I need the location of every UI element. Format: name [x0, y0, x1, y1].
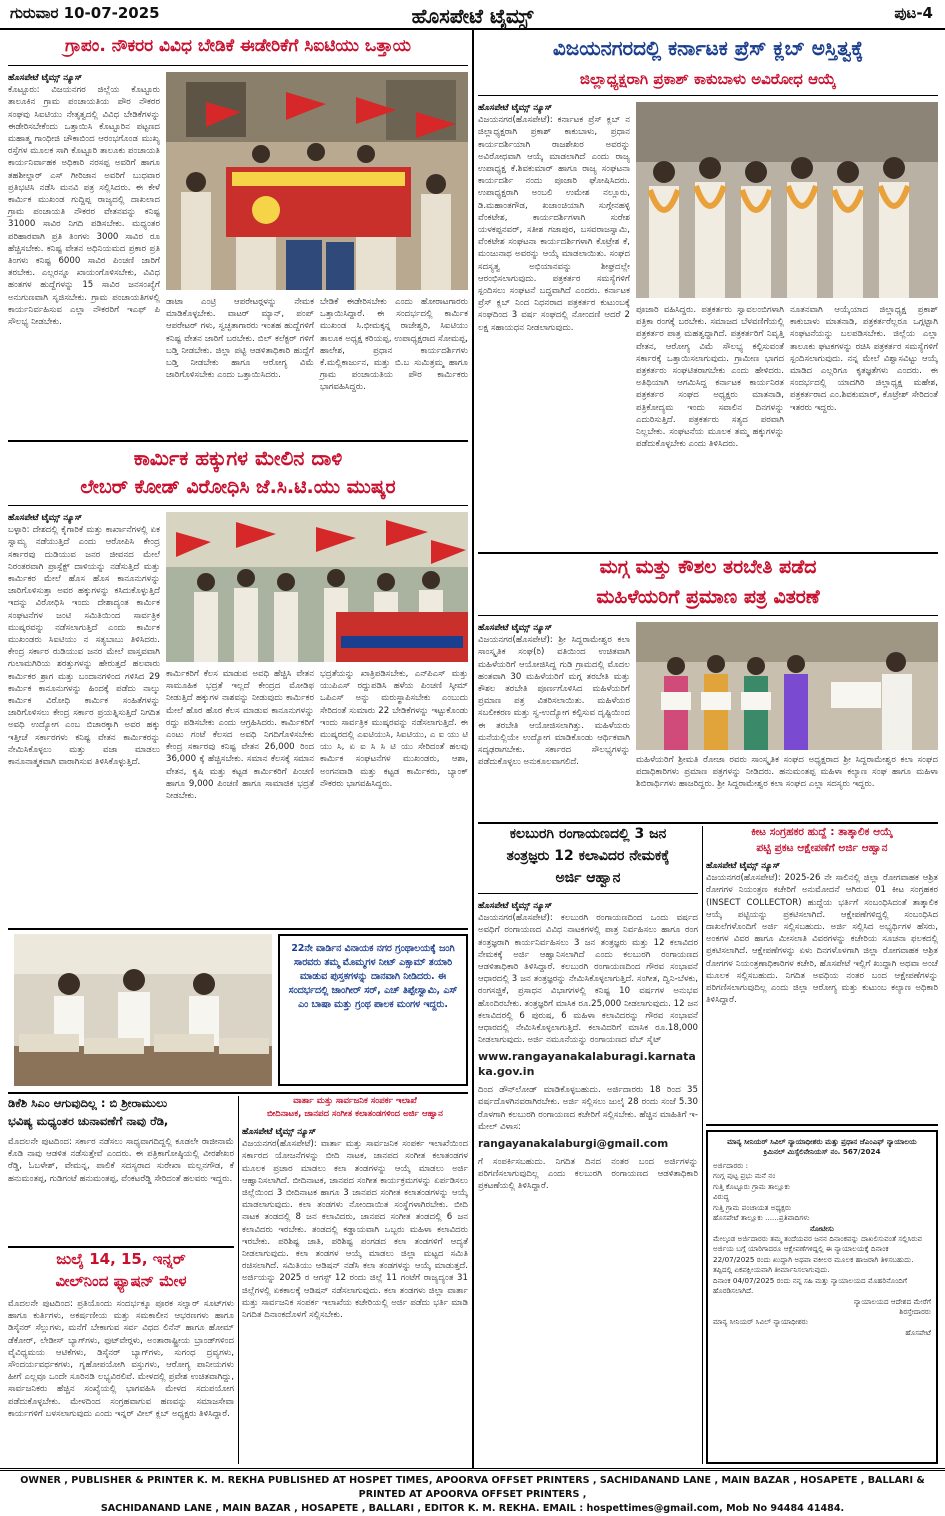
library-donation-photo [14, 934, 272, 1086]
article-text: ಮೊದಲನೇ ಪುಟದಿಂದ: ಸರ್ಕಾರ ನಡೆಸಲು ಸಾಧ್ಯವಾಗದಿದ್ದಲ್ಲಿ ಕೂಡಲೇ ರಾಜೀನಾಮೆ ಕೊಡಿ ನಾವು ಆಡಳಿತ ನಡೆಸುತ್ತೇವೆ ಎಂದರು. ಈ ಪತ್ರಿಕಾಗೋಷ್ಠಿಯಲ್ಲಿ ವೀರಶೇಖರ ರೆಡ್ಡಿ, ಓಬಳೇಶ್, ವೇಮನ್ನ, ಪಾಲಿಕೆ ಸದಸ್ಯರಾದ ಸುರೇಖಾ ಮಲ್ಲನಗೌಡ, ಕೆ ಹನುಮಂತಪ್ಪ, ಗುಡಿಗಂಟೆ ಹನುಮಂತಪ್ಪ, ವೆಂಕಟರೆಡ್ಡಿ ಸೇರಿದಂತೆ ಹಲವರು ಇದ್ದರು. [8, 1137, 234, 1184]
headline: ಕಲಬುರಗಿ ರಂಗಾಯಣದಲ್ಲಿ 3 ಜನ [509, 826, 667, 842]
article-column [320, 668, 468, 926]
subheadline: ಲೇಬರ್ ಕೋಡ್ ವಿರೋಧಿಸಿ ಜೆ.ಸಿ.ಟಿ.ಯು ಮುಷ್ಕರ [8, 476, 468, 506]
subheadline: ಬೀದಿನಾಟಕ, ಜಾನಪದ ಸಂಗೀತ ಕಲಾತಂಡಗಳಿಂದ ಅರ್ಜಿ ಆಹ್ವಾನ [267, 1109, 443, 1119]
imprint-footer [0, 1468, 945, 1514]
notice-line: ಗುತ್ತಿ ಕೊಟ್ಟೂರು ಗ್ರಾಮ ತಾಲ್ಲೂಕು [713, 1181, 790, 1191]
column-divider [472, 30, 474, 1468]
article-column [166, 668, 314, 926]
article-text: ನೂತನವಾಗಿ ಆಯ್ಕೆಯಾದ ಜಿಲ್ಲಾಧ್ಯಕ್ಷ ಪ್ರಕಾಶ್ ಕಾಕುಬಾಳು ಮಾತನಾಡಿ, ಪತ್ರಕರ್ತರೆಲ್ಲರೂ ಒಗ್ಗಟ್ಟಾಗಿ ಸಂಘಟನೆಯನ್ನು ಬಲಪಡಿಸಬೇಕು. ಜಿಲ್ಲೆಯ ಎಲ್ಲಾ ತಾಲೂಕು ಘಟಕಗಳನ್ನು ರಚಿಸಿ ಪತ್ರಕರ್ತರ ಸಮಸ್ಯೆಗಳಿಗೆ ಸ್ಪಂದಿಸಲಾಗುವುದು. ನನ್ನ ಮೇಲೆ ವಿಶ್ವಾಸವಿಟ್ಟು ಆಯ್ಕೆ ಮಾಡಿದ ಎಲ್ಲರಿಗೂ ಕೃತಜ್ಞತೆಗಳು ಎಂದರು. ಈ ಸಂದರ್ಭದಲ್ಲಿ ಯಾದಗಿರಿ ಜಿಲ್ಲಾಧ್ಯಕ್ಷ ಮಹೇಶ, ಪತ್ರಕರ್ತರಾದ ಎಂ.ಶಿವಕುಮಾರ್, ಕೊಟ್ರೇಶ್ ಸೇರಿದಂತೆ ಇತರರು ಇದ್ದರು. [790, 305, 938, 413]
section-rule [8, 928, 468, 930]
byline: ಹೊಸಪೇಟೆ ಟೈಮ್ಸ್ ನ್ಯೂಸ್ [478, 901, 553, 911]
section-rule [8, 1246, 234, 1248]
story-info-department [242, 1096, 468, 1464]
byline: ಹೊಸಪೇಟೆ ಟೈಮ್ಸ್ ನ್ಯೂಸ್ [8, 73, 83, 83]
section-rule [8, 440, 468, 442]
subheadline: ವೀಲ್‍ನಿಂದ ಫ್ಯಾಷನ್ ಮೇಳ [55, 1272, 187, 1290]
article-column [8, 512, 160, 926]
library-caption-box [278, 934, 468, 1086]
imprint-line: OWNER , PUBLISHER & PRINTER K. M. REKHA PUBLISHED AT HOSPET TIMES, APOORVA OFFSET PRINTERS , SACHIDANAND LANE , MAIN BAZAR , HOSAPETE , BALLARI & PRINTED AT APOORVA OFFSET PRINTERS , [20, 1475, 925, 1500]
paper-title: ಹೊಸಪೇಟೆ ಟೈಮ್ಸ್ [411, 4, 534, 28]
article-column [790, 304, 938, 548]
article-text: ಮಹಿಳೆಯರಿಗೆ ಶ್ರೀಮತಿ ರೋಜಾ ರವರು ಸಾಂಸ್ಕೃತಿಕ ಸಂಘದ ಅಧ್ಯಕ್ಷರಾದ ಶ್ರೀ ಸಿದ್ದರಾಮೇಶ್ವರ ಕಲಾ ಸಂಘದ ಪದಾಧಿಕಾರಿಗಳು ಪ್ರಮಾಣ ಪತ್ರಗಳನ್ನು ನೀಡಿದರು. ಹನುಮಂತಪ್ಪ ಮಹಿಳಾ ಕಲ್ಯಾಣ ಸಂಘ ಹಾಗೂ ಮಹಿಳಾ ಶಿಬಿರಾರ್ಥಿಗಳು ಹಾಜರಿದ್ದರು. ಶ್ರೀ ಸಿದ್ದರಾಮೇಶ್ವರ ಕಲಾ ಸಂಘದ ಎಲ್ಲಾ ಸದಸ್ಯರು ಇದ್ದರು. [636, 755, 938, 790]
section-rule [478, 822, 938, 824]
article-text: ಬೇಡಿಕೆ ಈಡೇರಿಸಬೇಕು ಎಂದು ಹೋರಾಟಗಾರರು ಒತ್ತಾಯಿಸಿದ್ದಾರೆ. ಈ ಸಂದರ್ಭದಲ್ಲಿ ಕಾರ್ಮಿಕ ಮುಖಂಡ ಸಿ.ಭೀಮಕ್ಕನ್ನ ರಾಜೇಶ್ವರಿ, ಸಿಐಟಿಯು ತಾಲೂಕ ಅಧ್ಯಕ್ಷ ಕರಿಯಪ್ಪ, ಉಪಾಧ್ಯಕ್ಷರಾದ ಸೋಮಪ್ಪ, ಹಾಲೇಶ, ಪ್ರಧಾನ ಕಾರ್ಯದರ್ಶಿಗಳು ಕೆ.ಮಲ್ಲಿಕಾರ್ಜುನ, ಮತ್ತು ಬಿ.ಬ ಸುಮಿತ್ರಮ್ಮ ಹಾಗೂ ಗ್ರಾಮ ಪಂಚಾಯತಿಯ ಪೌರ ಕಾರ್ಮಿಕರು ಭಾಗವಹಿಸಿದ್ದರು. [320, 297, 468, 393]
article-column [706, 860, 938, 1122]
subheadline: ಪಟ್ಟಿ ಪ್ರಕಟ ಆಕ್ಷೇಪಣೆಗೆ ಅರ್ಜಿ ಆಹ್ವಾನ [756, 842, 888, 854]
article-column [320, 296, 468, 434]
byline: ಹೊಸಪೇಟೆ ಟೈಮ್ಸ್ ನ್ಯೂಸ್ [242, 1127, 317, 1137]
court-notice [706, 1130, 938, 1464]
article-text: ವಿಜಯನಗರ(ಹೊಸಪೇಟೆ): ಶ್ರೀ ಸಿದ್ದರಾಮೇಶ್ವರ ಕಲಾ ಸಾಂಸ್ಕೃತಿಕ ಸಂಘ(ರಿ) ವತಿಯಿಂದ ಉಚಿತವಾಗಿ ಮಹಿಳೆಯರಿಗೆ ಆಯೋಜಿಸಿದ್ದ ಗುಡಿ ಗ್ರಾಮದಲ್ಲಿ ಮೊದಲ ಹಂತವಾಗಿ 30 ಮಹಿಳೆಯರಿಗೆ ಮಗ್ಗ ತರಬೇತಿ ಮತ್ತು ಕೌಶಲ ತರಬೇತಿ ಪೂರ್ಣಗೊಳಿಸಿದ ಮಹಿಳೆಯರಿಗೆ ಪ್ರಮಾಣ ಪತ್ರ ವಿತರಿಸಲಾಯಿತು. ಮಹಿಳೆಯರ ಸಬಲೀಕರಣ ಮತ್ತು ಸ್ವ-ಉದ್ಯೋಗ ಕಲ್ಪಿಸುವ ದೃಷ್ಟಿಯಿಂದ ಈ ತರಬೇತಿ ಆಯೋಜಿಸಲಾಗಿತ್ತು. ಮಹಿಳೆಯರು ಮನೆಯಲ್ಲಿಯೇ ಉದ್ಯೋಗ ಮಾಡಿಕೊಂಡು ಆರ್ಥಿಕವಾಗಿ ಸದೃಢರಾಗಬೇಕು. ಸರ್ಕಾರದ ಸೌಲಭ್ಯಗಳನ್ನು ಪಡೆದುಕೊಳ್ಳಲು ಅನುಕೂಲವಾಗಲಿದೆ. [478, 635, 630, 768]
notice-line: ಮೇಲ್ಕಂಡ ಅರ್ಜಿದಾರರು ತಮ್ಮ ತಂದೆಯವರ ಜನನ ದಿನಾಂಕವನ್ನು ದಾಖಲಿಸುವಂತೆ ಸಲ್ಲಿಸಿರುವ ಅರ್ಜಿಯ ಬಗ್ಗೆ ಯಾರಿಗಾದರೂ ಆಕ್ಷೇಪಣೆಗಳಿದ್ದಲ್ಲಿ ಈ ನ್ಯಾಯಾಲಯಕ್ಕೆ ದಿನಾಂಕ 22/07/2025 ರಂದು ಖುದ್ದಾಗಿ ಅಥವಾ ವಕೀಲರ ಮೂಲಕ ಹಾಜರಾಗಿ ತಿಳಿಸಬಹುದು. ತಪ್ಪಿದಲ್ಲಿ ಏಕಪಕ್ಷೀಯವಾಗಿ ತೀರ್ಮಾನಿಸಲಾಗುವುದು. [713, 1233, 923, 1275]
headline: ಕೀಟ ಸಂಗ್ರಹಕರ ಹುದ್ದೆ : ತಾತ್ಕಾಲಿಕ ಆಯ್ಕೆ [751, 826, 893, 838]
story-gram-panchayat [8, 36, 468, 436]
subheadline: ಮಹಿಳೆಯರಿಗೆ ಪ್ರಮಾಣ ಪತ್ರ ವಿತರಣೆ [478, 586, 938, 616]
article-text: ವಿಜಯನಗರ(ಹೊಸಪೇಟೆ): ಕರ್ನಾಟಕ ಪ್ರೆಸ್ ಕ್ಲಬ್ ನ ಜಿಲ್ಲಾಧ್ಯಕ್ಷರಾಗಿ ಪ್ರಕಾಶ್ ಕಾಕುಬಾಳು, ಪ್ರಧಾನ ಕಾರ್ಯದರ್ಶಿಯಾಗಿ ರಾಜಶೇಖರ ಅವರನ್ನು ಅವಿರೋಧವಾಗಿ ಆಯ್ಕೆ ಮಾಡಲಾಗಿದೆ ಎಂದು ರಾಜ್ಯ ಉಪಾಧ್ಯಕ್ಷ ಕೆ.ಶಿವಕುಮಾರ್ ಹಾಗೂ ರಾಜ್ಯ ಸಂಘಟನಾ ಕಾರ್ಯದರ್ಶಿ ನಂದು ಪೂಜಾರಿ ಘೋಷಿಸಿದರು. ಉಪಾಧ್ಯಕ್ಷರಾಗಿ ಅಂಬಲಿ ಉಮೇಶ ನಲ್ಲೂರು, ಡಿ.ಮಹಾಂತಗೌಡ, ಖಜಾಂಚಿಯಾಗಿ ಸುಗ್ಗೇನಹಳ್ಳಿ ವೆಂಕಟೇಶ, ಕಾರ್ಯದರ್ಶಿಗಳಾಗಿ ಸುರೇಶ ಯಳಕಪ್ಪನವರ್, ಸತೀಶ ಗಜಾಪುರ, ಬಸವರಾಜಸ್ವಾಮಿ, ವೆಂಕಟೇಶ ಸಂಘಟನಾ ಕಾರ್ಯದರ್ಶಿಗಳಾಗಿ ಕೊಟ್ರೇಶ ಕೆ, ಮಂಜುನಾಥ ಅವರನ್ನು ಆಯ್ಕೆ ಮಾಡಲಾಯಿತು. ಸಂಘದ ಸದಸ್ಯತ್ವ ಅಭಿಯಾನವನ್ನು ಶೀಘ್ರದಲ್ಲೇ ಆರಂಭಿಸಲಾಗುವುದು. ಪತ್ರಕರ್ತರ ಸಮಸ್ಯೆಗಳಿಗೆ ಸ್ಪಂದಿಸಲು ಸಂಘಟನೆ ಬದ್ಧವಾಗಿದೆ ಎಂದರು. ಕರ್ನಾಟಕ ಪ್ರೆಸ್ ಕ್ಲಬ್ ನಿಂದ ನಿಧನರಾದ ಪತ್ರಕರ್ತರ ಕುಟುಂಬಕ್ಕೆ ಸಂಘದಿಂದ 3 ವರ್ಷ ಸಂಘದಲ್ಲಿ ನೋಂದಣಿ ಆದರೆ 2 ಲಕ್ಷ ಸಹಾಯಧನ ನೀಡಲಾಗುವುದು. [478, 115, 630, 333]
headline: ಮಗ್ಗ ಮತ್ತು ಕೌಶಲ ತರಬೇತಿ ಪಡೆದ [599, 556, 817, 578]
article-column [242, 1126, 468, 1464]
story-weaving-training [478, 556, 938, 820]
byline: ಹೊಸಪೇಟೆ ಟೈಮ್ಸ್ ನ್ಯೂಸ್ [8, 513, 83, 523]
article-text: ವಿಜಯನಗರ(ಹೊಸಪೇಟೆ): ವಾರ್ತಾ ಮತ್ತು ಸಾರ್ವಜನಿಕ ಸಂಪರ್ಕ ಇಲಾಖೆಯಿಂದ ಸರ್ಕಾರದ ಯೋಜನೆಗಳನ್ನು ಬೀದಿ ನಾಟಕ, ಜಾನಪದ ಸಂಗೀತ ಕಲಾತಂಡಗಳ ಮೂಲಕ ಪ್ರಚಾರ ಮಾಡಲು ಕಲಾ ತಂಡಗಳನ್ನು ಆಯ್ಕೆ ಮಾಡಲು ಅರ್ಜಿ ಆಹ್ವಾನಿಸಲಾಗಿದೆ. ಬೀದಿನಾಟಕ, ಜಾನಪದ ಸಂಗೀತ ಕಾರ್ಯಕ್ರಮಗಳನ್ನು ಏರ್ಪಡಿಸಲು ಜಿಲ್ಲೆಯಿಂದ 3 ಬೀದಿನಾಟಕ ಹಾಗೂ 3 ಜಾನಪದ ಸಂಗೀತ ಕಲಾತಂಡಗಳನ್ನು ಆಯ್ಕೆ ಮಾಡಲಾಗುವುದು. ಕಲಾ ತಂಡಗಳು ನೋಂದಾಯಿತ ಸಂಸ್ಥೆಗಳಾಗಿರಬೇಕು. ಬೀದಿ ನಾಟಕ ತಂಡದಲ್ಲಿ 8 ಜನ ಕಲಾವಿದರು, ಜಾನಪದ ಸಂಗೀತ ತಂಡದಲ್ಲಿ 6 ಜನ ಕಲಾವಿದರು ಇರಬೇಕು. ತಂಡದಲ್ಲಿ ಕಡ್ಡಾಯವಾಗಿ ಒಬ್ಬರು ಮಹಿಳಾ ಕಲಾವಿದರು ಇರಬೇಕು. ಪರಿಶಿಷ್ಟ ಜಾತಿ, ಪರಿಶಿಷ್ಟ ಪಂಗಡದ ಕಲಾ ತಂಡಗಳಿಗೆ ಆದ್ಯತೆ ನೀಡಲಾಗುವುದು. ಕಲಾ ತಂಡಗಳ ಆಯ್ಕೆ ಮಾಡಲು ಜಿಲ್ಲಾ ಮಟ್ಟದ ಸಮಿತಿ ರಚಿಸಲಾಗಿದೆ. ಸಮಿತಿಯು ಆಡಿಷನ್ ನಡೆಸಿ ಕಲಾ ತಂಡಗಳನ್ನು ಆಯ್ಕೆ ಮಾಡುತ್ತದೆ. ಅರ್ಜಿಯನ್ನು 2025 ರ ಆಗಸ್ಟ್ 12 ರಂದು ಜಿಲ್ಲೆ 11 ಗಂಟೆಗೆ ರಾಜ್ಯದ್ಯಂತ 31 ಜಿಲ್ಲೆಗಳಲ್ಲಿ ಏಕಕಾಲಕ್ಕೆ ಆಡಿಷನ್ ನಡೆಸಲಾಗುವುದು. ಕಲಾ ತಂಡಗಳು ಜಿಲ್ಲಾ ವಾರ್ತಾ ಮತ್ತು ಸಾರ್ವಜನಿಕ ಸಂಪರ್ಕ ಇಲಾಖೆಯ ಕಚೇರಿಯಲ್ಲಿ ಅರ್ಜಿ ಪಡೆದು ಭರ್ತಿ ಮಾಡಿ ನಿಗದಿತ ದಿನಾಂಕದೊಳಗೆ ಸಲ್ಲಿಸಬೇಕು. [242, 1139, 468, 1321]
notice-line: ಹೊಸಪೇಟೆ ತಾಲ್ಲೂಕು ......ಪ್ರತಿವಾದಿಗಳು [713, 1213, 810, 1223]
rally-photo [166, 512, 468, 662]
byline: ಹೊಸಪೇಟೆ ಟೈಮ್ಸ್ ನ್ಯೂಸ್ [706, 861, 781, 871]
article-column [166, 296, 314, 434]
page-number: ಪುಟ-4 [894, 4, 933, 22]
certificate-photo [636, 622, 938, 750]
article-text: ಭದ್ರತೆಯನ್ನು ಖಾತ್ರಿಪಡಿಸಬೇಕು, ಎನ್‍ಪಿಎಸ್ ಮತ್ತು ಯುಪಿಎಸ್ ರದ್ದುಪಡಿಸಿ ಹಳೆಯ ಪಿಂಚಣಿ ಸ್ಕೀಮ್ ಒಪಿಎಸ್ ಅನ್ನು ಮರುಸ್ಥಾಪಿಸಬೇಕು ಎಂಬುದು ಸೇರಿದಂತೆ ಸುಮಾರು 22 ಬೇಡಿಕೆಗಳನ್ನು ಇಟ್ಟುಕೊಂಡು ಇಂದು ಸಾರ್ವತ್ರಿಕ ಮುಷ್ಕರವನ್ನು ನಡೆಸಲಾಗುತ್ತಿದೆ. ಈ ಮುಷ್ಕರದಲ್ಲಿ ಎಐಟಿಯುಸಿ, ಸಿಐಟಿಯು, ಎ ಐ ಯು ಟಿ ಯು ಸಿ, ಏ ಐ ಸಿ ಸಿ ಟಿ ಯು ಸೇರಿದಂತೆ ಹಲವು ಕಾರ್ಮಿಕ ಸಂಘಟನೆಗಳ ಮುಖಂಡರು, ಆಶಾ, ಅಂಗನವಾಡಿ ಮತ್ತು ಕಟ್ಟಡ ಕಾರ್ಮಿಕರು, ಬ್ಯಾಂಕ್ ನೌಕರರು ಭಾಗವಹಿಸಿದ್ದರು. [320, 669, 468, 789]
subheadline: ಅರ್ಜಿ ಆಹ್ವಾನ [478, 870, 698, 894]
byline: ಹೊಸಪೇಟೆ ಟೈಮ್ಸ್ ನ್ಯೂಸ್ [478, 103, 553, 113]
press-club-photo [636, 102, 938, 298]
article-text: ಕಾರ್ಮಿಕರಿಗೆ ಕೆಲಸ ಮಾಡುವ ಅವಧಿ ಹೆಚ್ಚಿಸಿ ವೇತನ ಸಾಮೂಹಿಕ ಭದ್ರತೆ ಇಲ್ಲದೆ ಕೇಂದ್ರದ ಮೋಡಿಫ ನೀಡುತ್ತಿದೆ ಹಕ್ಕುಗಳ ನಾಶವನ್ನು ನೀಡುವುದು ಕಾರ್ಮಿಕರ ಮೇಲೆ ಹೊರ ಹೊರ ಕೆಲಸ ಮಾಡುವ ಕಾನೂನುಗಳನ್ನು ರದ್ದು ಪಡಿಸಬೇಕು ಎಂದು ಆಗ್ರಹಿಸಿದರು. ಕಾರ್ಮಿಕರಿಗೆ ಎಂಟು ಗಂಟೆ ಕೆಲಸದ ಅವಧಿ ನಿಗದಿಗೊಳಿಸಬೇಕು ಕೇಂದ್ರ ಸರ್ಕಾರವು ಕನಿಷ್ಟ ವೇತನ 26,000 ರಿಂದ 36,000 ಕ್ಕೆ ಹೆಚ್ಚಿಸಬೇಕು. ಸಮಾನ ಕೆಲಸಕ್ಕೆ ಸಮಾನ ವೇತನ, ಕೃಷಿ ಮತ್ತು ಕಟ್ಟಡ ಕಾರ್ಮಿಕರಿಗೆ ಪಿಂಚಣಿ ಹಾಗೂ 9,000 ಪಿಂಚಣಿ ಹಾಗೂ ಸಾಮಾಜಿಕ ಭದ್ರತೆ ನೀಡಬೇಕು. [166, 669, 314, 802]
story-fashion-mela [8, 1250, 234, 1464]
column-divider [702, 826, 703, 1464]
article-column [478, 102, 630, 548]
section-rule [478, 552, 938, 554]
notice-line: ಹೊಸಪೇಟೆ [905, 1327, 931, 1337]
email-link[interactable]: rangayanakalaburgi@gmail.com [478, 1137, 669, 1150]
article-column [636, 304, 784, 548]
website-link[interactable]: www.rangayanakalaburagi.karnataka.gov.in [478, 1050, 696, 1079]
notice-line: ಗುತ್ತಿ ಗ್ರಾಮ ಪಂಚಾಯತ ಅಧ್ಯಕ್ಷರು [713, 1202, 792, 1212]
column-divider [238, 1096, 239, 1464]
article-text: ಕೊಟ್ಟೂರು: ವಿಜಯನಗರ ಜಿಲ್ಲೆಯ ಕೊಟ್ಟೂರು ತಾಲೂಕಿನ ಗ್ರಾಮ ಪಂಚಾಯತಿಯ ಪೌರ ನೌಕರರ ಸಂಘವು ಸಿಐಟಿಯು ನೇತೃತ್ವದಲ್ಲಿ ವಿವಿಧ ಬೇಡಿಕೆಗಳನ್ನು ಈಡೇರಿಸಬೇಕೆಂದು ಒತ್ತಾಯಿಸಿ ಕೊಟ್ಟೂರಿನ ಪಟ್ಟಣದ ಮಹಾತ್ಮ ಗಾಂಧೀಜಿ ಚೌಕಾಬಿಂದ ಆರಂಭಗೊಂಡ ಮುಖ್ಯ ರಸ್ತೆಗಳ ಮೂಲಕ ಸಾಗಿ ಕೊಟ್ಟೂರಿ ತಾಲೂಕು ಪಂಚಾಯತಿ ಕಾರ್ಯನಿರ್ವಾಹಕ ಅಧಿಕಾರಿ ನರಸಪ್ಪ ಅವರಿಗೆ ಹಾಗೂ ತಹಶೀಲ್ದಾರ್ ಎಸ್ ಗೀರಿಜಾನ ಅವರಿಗೆ ಬುಧವಾರ ಪ್ರತಿಭಟಿಸಿ ನಡೆಸಿ ಮನವಿ ಪತ್ರ ಸಲ್ಲಿಸಿದರು. ಈ ಕೇಳೆ ಕಾರ್ಮಿಕ ಮುಖಂಡ ಗುದ್ದಿಪ್ಪ ರಾಜ್ಯದಲ್ಲಿ ದಾಖಲಾದ ಗ್ರಾಮ ಪಂಚಾಯತಿ ನೌಕರರ ವೇತನವನ್ನು ಕನಿಷ್ಟ 31000 ಸಾವಿರ ನಿಗದಿ ಪಡಿಸಬೇಕು. ಮಧ್ಯಂತರ ಪರಿಹಾರವಾಗಿ ಪ್ರತಿ ತಿಂಗಳು 3000 ಸಾವಿರ ರೂ ಹೆಚ್ಚಿಸಬೇಕು. ಕನಿಷ್ಟ ವೇತನ ಅಧಿನಿಯಮದ ಪ್ರಕಾರ ಪ್ರತಿ ತಿಂಗಳು ಕನಿಷ್ಟ 6000 ಸಾವಿರ ಪಿಂಚಣಿ ಜಾರಿಗೆ ತರಬೇಕು. ಎಲ್ಲರನ್ನೂ ಖಾಯಂಗೊಳಿಸಬೇಕು, ವಿವಿಧ ಹಂತಗಳ ಹುದ್ದೆಗಳನ್ನು 15 ಸಾವಿರ ಜನಸಂಖ್ಯೆಗೆ ಅನುಗುಣವಾಗಿ ಸೃಜಿಸಬೇಕು. ಗ್ರಾಮ ಪಂಚಾಯತಿಗಳಲ್ಲಿ ಕಾರ್ಯನಿರ್ವಹಿಸುವ ಎಲ್ಲಾ ನೌಕರರಿಗೆ ಇಎಫ್ ಪಿ ಸೌಲಭ್ಯ ನೀಡಬೇಕು. [8, 85, 160, 328]
headline: ಗ್ರಾಪಂ. ನೌಕರರ ವಿವಿಧ ಬೇಡಿಕೆ ಈಡೇರಿಕೆಗೆ ಸಿಐಟಿಯು ಒತ್ತಾಯ [8, 36, 468, 66]
article-text: ದಿಂದ ಡೌನ್‍ಲೋಡ್ ಮಾಡಿಕೊಳ್ಳಬಹುದು. ಅರ್ಜಿದಾರರು 18 ರಿಂದ 35 ವರ್ಷದೊಳಗಿನವರಾಗಿರಬೇಕು. ಅರ್ಜಿ ಸಲ್ಲಿಸಲು ಜುಲೈ 28 ರಂದು ಸಂಜೆ 5.30 ರೊಳಗಾಗಿ ಕಲಬುರಗಿ ರಂಗಾಯಣದ ಕಚೇರಿಗೆ ಸಲ್ಲಿಸಬೇಕು. ಹೆಚ್ಚಿನ ಮಾಹಿತಿಗೆ ಇ-ಮೇಲ್ ವಿಳಾಸ: [478, 1085, 698, 1132]
notice-line: ಶಿರಸ್ತೇದಾರರು [899, 1307, 931, 1316]
notice-line: ಗಂಗ್ಲ ಪುಟ್ಟ ಪ್ರಭು ಮನೆ ನಂ [713, 1171, 776, 1181]
story-insect-collector [706, 826, 938, 1122]
imprint-line: SACHIDANAND LANE , MAIN BAZAR , HOSAPETE , BALLARI , EDITOR K. M. REKHA. EMAIL : hospettimes@gmail.com, Mob No 94484 41484. [100, 1502, 845, 1514]
notice-line: ವಿರುದ್ಧ [713, 1192, 729, 1202]
notice-case-number: ಕ್ರಿಮಿನಲ್ ಮಿಸ್ಸೆಲಿನೇನಿಯಸ್ ನಂ. 567/2024 [763, 1147, 881, 1157]
headline: ವಾರ್ತಾ ಮತ್ತು ಸಾರ್ವಜನಿಕ ಸಂಪರ್ಕ ಇಲಾಖೆ [293, 1096, 417, 1106]
notice-line: ದಿನಾಂಕ 04/07/2025 ರಂದು ನನ್ನ ಸಹಿ ಮತ್ತು ನ್ಯಾಯಾಲಯದ ಮೊಹರಿನೊಂದಿಗೆ ಹೊರಡಿಸಲಾಗಿದೆ. [713, 1275, 908, 1296]
photo-caption: 22ನೇ ವಾರ್ಡಿನ ವಿನಾಯಕ ನಗರ ಗ್ರಂಥಾಲಯಕ್ಕೆ ಜಂಗಿ ಸಾರವರು ತಮ್ಮ ಮೊಮ್ಮಗಳ ನೀಟ್ ಎಕ್ಸಾಮ್ ತಯಾರಿ ಮಾಡುವ ಪುಸ್ತಕಗಳನ್ನು ದಾನವಾಗಿ ನೀಡಿದರು. ಈ ಸಂದರ್ಭದಲ್ಲಿ ಜಾಂಗೀರ್ ಸರ್, ಎಚ್ ತಿಪ್ಪೇಸ್ವಾಮಿ, ಎಸ್ ಎಂ ಬಾಷಾ ಮತ್ತು ಗ್ರಂಥ ಪಾಲಕ ಮಂಗಳ ಇದ್ದರು. [288, 943, 458, 1011]
notice-line: ಅರ್ಜಿದಾರರು : [713, 1160, 749, 1170]
headline: ಕಾರ್ಮಿಕ ಹಕ್ಕುಗಳ ಮೇಲಿನ ದಾಳಿ [133, 446, 343, 470]
headline: ಡಿಕೆಶಿ ಸಿಎಂ ಆಗುವುದಿಲ್ಲ : ಬಿ ಶ್ರೀರಾಮುಲು [8, 1096, 168, 1110]
article-text: ಮೊದಲನೇ ಪುಟದಿಂದ: ಪ್ರತಿಯೊಂದು ಸಂದರ್ಭಕ್ಕೂ ಪೂರಕ ಸಲ್ವಾರ್ ಸೂಟ್‍ಗಳು ಹಾಗೂ ಕುರ್ತಿಗಳು, ಅಕರ್ಷಣೀಯ ಮತ್ತು ಸಮಕಾಲೀನ ಆಭರಣಗಳು ಹಾಗೂ ಡಿಸೈನರ್ ಸೆಲ್ಲುಗಳು, ಮನೆಗೆ ಬೇಕಾಗುವ ಸರ್ವ ವಿಧದ ಲಿನೆನ್ ಹಾಗೂ ಹೋಮ್ ಡೆಕೋರ್, ಲೇಡೀಸ್ ಬ್ಯಾಗ್‍ಗಳು, ಫುಟ್‍ವೇರ್‍ಗಳು, ಅಂತಾರಾಷ್ಟ್ರೀಯ ಬ್ರಾಂಡ್‍ಗಳಿಂದ ವೈವಿಧ್ಯಮಯ ಆಟಿಕೆಗಳು, ಡಿಸೈನರ್ ಬ್ಯಾಗ್‍ಗಳು, ಸುಗಂಧ ದ್ರವ್ಯಗಳು, ಸೌಂದರ್ಯವರ್ಧಕಗಳು, ಗೃಹೋಪಯೋಗಿ ವಸ್ತುಗಳು, ಆರೋಗ್ಯ ಪಾನೀಯಗಳು ಹೀಗೆ ಎಲ್ಲವೂ ಒಂದೇ ಸೂರಿನಡಿ ಲಭ್ಯವಿರಲಿವೆ. ಮೇಳದಲ್ಲಿ ಪ್ರವೇಶ ಉಚಿತವಾಗಿದ್ದು, ಸಾರ್ವಜನಿಕರು ಹೆಚ್ಚಿನ ಸಂಖ್ಯೆಯಲ್ಲಿ ಭಾಗವಹಿಸಿ ಮೇಳದ ಸದುಪಯೋಗ ಪಡೆದುಕೊಳ್ಳಬೇಕು. ಮೇಳದಿಂದ ಸಂಗ್ರಹವಾಗುವ ಹಣವನ್ನು ಸಮಾಜಸೇವಾ ಕಾರ್ಯಗಳಿಗೆ ಬಳಸಲಾಗುವುದು ಎಂದು ಇನ್ನರ್ ವೀಲ್ ಕ್ಲಬ್ ಅಧ್ಯಕ್ಷರು ತಿಳಿಸಿದ್ದಾರೆ. [8, 1299, 234, 1419]
notice-title: ಮಾನ್ಯ ಸೀನಿಯರ್ ಸಿವಿಲ್ ನ್ಯಾಯಾಧೀಶರು ಮತ್ತು ಪ್ರಧಾನ ಜೆಎಂಎಫ್ ನ್ಯಾಯಾಲಯ [727, 1137, 917, 1146]
notice-line: ನ್ಯಾಯಾಲಯದ ಆದೇಶದ ಮೇರೆಗೆ [853, 1296, 931, 1306]
story-rangayana [478, 826, 698, 1464]
issue-date: ಗುರುವಾರ 10-07-2025 [10, 4, 160, 22]
article-text: ಬಳ್ಳಾರಿ: ದೇಶದಲ್ಲಿ ಕೈಗಾರಿಕೆ ಮತ್ತು ಕಾರ್ಖಾನೆಗಳಲ್ಲಿ ಏಕ ಸ್ವಾಮ್ಯ ನಡೆಯುತ್ತಿದೆ ಎಂದು ಆರೋಪಿಸಿ ಕೇಂದ್ರ ಸರ್ಕಾರವು ದುಡಿಯುವ ಜನರ ಜೀವನದ ಮೇಲೆ ನಿರಂತರವಾಗಿ ಪ್ರಾಸ್ಪೆಕ್ಟ್ ದಾಳಿಯನ್ನು ನಡೆಸುತ್ತಿದೆ ಮತ್ತು ಕಾರ್ಮಿಕರ ಮೇಲೆ ಹೊಸ ಹೊಸ ಕಾನೂನುಗಳನ್ನು ಜಾರಿಗೊಳಿಸುತ್ತಾ ಅವರ ಹಕ್ಕುಗಳನ್ನು ಕಸಿದುಕೊಳ್ಳುತ್ತಿದೆ ಇದನ್ನು ವಿರೋಧಿಸಿ ಇಂದು ದೇಶಾದ್ಯಂತ ಕಾರ್ಮಿಕ ಸಂಘಟನೆಗಳ ಜಂಟಿ ಸಮಿತಿಯಿಂದ ಸಾರ್ವತ್ರಿಕ ಮುಷ್ಕರವನ್ನು ನಡೆಸಲಾಗುತ್ತಿದೆ ಎಂದು ಕಾರ್ಮಿಕ ಮುಖಂಡರು ಸಿಐಟಿಯು ನ ಸತ್ಯಬಾಬು ತಿಳಿಸಿದರು. ಕೇಂದ್ರ ಸರ್ಕಾರ ರುಡಿಯುವ ಜನರ ಮೇಲೆ ವಾಸ್ತವವಾಗಿ ಗುಲಾಮಗಿರಿಯ ಶರತ್ತುಗಳನ್ನು ಹೇರುತ್ತದೆ ಹಲವಾರು ಕಾರ್ಮಿಕರ ಶ್ರಾಗ ಮತ್ತು ಬಂದಾನಗಳಿಂದ ಗಳಿಸಿದ 29 ಕಾರ್ಮಿಕ ಕಾನೂನುಗಳನ್ನು ಹಿಂದಕ್ಕೆ ಪಡೆದು ನಾಲ್ಕು ಕಾರ್ಮಿಕ ವಿರೋಧಿ ಕಾರ್ಮಿಕ ಸಂಹಿತೆಗಳನ್ನು ಜಾರಿಗೊಳಿಸಲು ಕೇಂದ್ರ ಸರ್ಕಾರ ಪ್ರಯತ್ನಿಸುತ್ತಿದೆ ನಿಗದಿತ ಅವಧಿ ಉದ್ಯೋಗ ಎಂಬ ಬಿಚಾರಕ್ಕಾಗಿ ಅವರ ಹಕ್ಕು ಇತ್ತೀಚೆ ಸರ್ಕಾರಗಳು ಕನಿಷ್ಟ ವೇತನ ಕಾರ್ಮಿಕರನ್ನು ನೇಮಿಸಿಕೊಳ್ಳಲು ಮತ್ತು ವಜಾ ಮಾಡಲು ಕಾನೂನಾತ್ಮಕವಾಗಿ ವಾರಾಗಿಸುವ ತಿಳಿಸಿಕೊಳ್ಳುತ್ತಿದೆ. [8, 525, 160, 768]
article-text: ವಿಜಯನಗರ(ಹೊಸಪೇಟೆ): 2025-26 ನೇ ಸಾಲಿನಲ್ಲಿ ಜಿಲ್ಲಾ ರೋಗವಾಹಕ ಆಶ್ರಿತ ರೋಗಗಳ ನಿಯಂತ್ರಣ ಕಚೇರಿಗೆ ಅನುಮೋದನೆ ಆಗಿರುವ 01 ಕೀಟ ಸಂಗ್ರಹಕರ (INSECT COLLECTOR) ಹುದ್ದೆಯ ಭರ್ತಿಗೆ ಸಂಬಂಧಿಸಿದಂತೆ ತಾತ್ಕಾಲಿಕ ಆಯ್ಕೆ ಪಟ್ಟಿಯನ್ನು ಪ್ರಕಟಿಸಲಾಗಿದೆ. ಆಕ್ಷೇಪಣೆಗಳಿದ್ದಲ್ಲಿ ಸಂಬಂಧಿಸಿದ ದಾಖಲೆಗಳೊಂದಿಗೆ ಅರ್ಜಿ ಸಲ್ಲಿಸಬಹುದು. ಅರ್ಜಿ ಸಲ್ಲಿಸಿದ ಅಭ್ಯರ್ಥಿಗಳ ಹೆಸರು, ಅಂಕಗಳ ವಿವರ ಹಾಗೂ ಮೀಸಲಾತಿ ವಿವರಗಳನ್ನು ಕಚೇರಿಯ ಸೂಚನಾ ಫಲಕದಲ್ಲಿ ಪ್ರಕಟಿಸಲಾಗಿದೆ. ಆಕ್ಷೇಪಣೆಗಳನ್ನು ಏಳು ದಿನಗಳೊಳಗಾಗಿ ಜಿಲ್ಲಾ ರೋಗವಾಹಕ ಆಶ್ರಿತ ರೋಗಗಳ ನಿಯಂತ್ರಣಾಧಿಕಾರಿಗಳ ಕಚೇರಿ, ಹೊಸಪೇಟೆ ಇಲ್ಲಿಗೆ ಖುದ್ದಾಗಿ ಅಥವಾ ಅಂಚೆ ಮೂಲಕ ಸಲ್ಲಿಸಬಹುದು. ನಿಗದಿತ ಅವಧಿಯ ನಂತರ ಬಂದ ಆಕ್ಷೇಪಣೆಗಳನ್ನು ಪರಿಗಣಿಸಲಾಗುವುದಿಲ್ಲ ಎಂದು ಜಿಲ್ಲಾ ಆರೋಗ್ಯ ಮತ್ತು ಕುಟುಂಬ ಕಲ್ಯಾಣ ಅಧಿಕಾರಿ ತಿಳಿಸಿದ್ದಾರೆ. [706, 873, 938, 1006]
notice-line: ಮಾನ್ಯ ಸೀನಿಯರ್ ಸಿವಿಲ್ ನ್ಯಾಯಾಧೀಶರು [713, 1317, 808, 1327]
masthead [0, 0, 945, 30]
article-column [8, 72, 160, 434]
headline: ಜುಲೈ 14, 15, ಇನ್ನರ್ [56, 1250, 186, 1268]
article-text: ಪೂಜಾರಿ ವಹಿಸಿದ್ದರು. ಪತ್ರಕರ್ತರು ಸ್ವಾವಲಂಬಿಗಳಾಗಿ ಪತ್ರಿಕಾ ರಂಗಕ್ಕೆ ಬರಬೇಕು. ಸಮಾಜದ ಬೆಳವಣಿಗೆಯಲ್ಲಿ ಪತ್ರಕರ್ತರ ಪಾತ್ರ ಮಹತ್ವದ್ದಾಗಿದೆ. ಪತ್ರಕರ್ತರಿಗೆ ನಿವೃತ್ತಿ ವೇತನ, ಆರೋಗ್ಯ ವಿಮೆ ಸೌಲಭ್ಯ ಕಲ್ಪಿಸುವಂತೆ ಸರ್ಕಾರಕ್ಕೆ ಒತ್ತಾಯಿಸಲಾಗುವುದು. ಗ್ರಾಮೀಣ ಭಾಗದ ಪತ್ರಕರ್ತರು ಸಂಘಟಿತರಾಗಬೇಕು ಎಂದು ಹೇಳಿದರು. ಅತಿಥಿಯಾಗಿ ಆಗಮಿಸಿದ್ದ ಕರ್ನಾಟಕ ಕಾರ್ಯನಿರತ ಪತ್ರಕರ್ತರ ಸಂಘದ ಅಧ್ಯಕ್ಷರು ಮಾತನಾಡಿ, ಪತ್ರಿಕೋದ್ಯಮ ಇಂದು ಸವಾಲಿನ ದಿನಗಳನ್ನು ಎದುರಿಸುತ್ತಿದೆ. ಪತ್ರಕರ್ತರು ಸತ್ಯದ ಪರವಾಗಿ ನಿಲ್ಲಬೇಕು. ಸಂಘಟನೆಯ ಮೂಲಕ ತಮ್ಮ ಹಕ್ಕುಗಳನ್ನು ಪಡೆದುಕೊಳ್ಳಬೇಕು ಎಂದು ತಿಳಿಸಿದರು. [636, 305, 784, 450]
story-labour-code [8, 446, 468, 926]
story-sriramulu [8, 1096, 234, 1246]
protest-photo [166, 72, 468, 290]
subheadline: ತಂತ್ರಜ್ಞರು 12 ಕಲಾವಿದರ ನೇಮಕಕ್ಕೆ [506, 848, 670, 864]
article-column [478, 900, 698, 1464]
article-column [478, 622, 630, 820]
article-text: ಗೆ ಸಂಪರ್ಕಿಸಬಹುದು. ನಿಗದಿತ ದಿನದ ನಂತರ ಬಂದ ಅರ್ಜಿಗಳನ್ನು ಪರಿಗಣಿಸಲಾಗುವುದಿಲ್ಲ ಎಂದು ಕಲಬುರಗಿ ರಂಗಾಯಣದ ಆಡಳಿತಾಧಿಕಾರಿ ಪ್ರಕಟಣೆಯಲ್ಲಿ ತಿಳಿಸಿದ್ದಾರೆ. [478, 1156, 698, 1192]
story-press-club [478, 36, 938, 548]
notice-line: ನೋಟೀಸು [810, 1223, 834, 1233]
article-text: ಡಾಟಾ ಎಂಟ್ರಿ ಆಪರೇಟರ್‍ಗಳನ್ನು ನೇಮಕ ಮಾಡಿಕೊಳ್ಳಬೇಕು. ವಾಟರ್ ಮ್ಯಾನ್, ಪಂಪ್ ಆಪರೇಟರ್ ಗಳು, ಸ್ವಚ್ಛತಾಗಾರರು ಇಂತಹ ಹುದ್ದೆಗಳಿಗೆ ಕನಿಷ್ಟ ವೇತನ ಜಾರಿಗೆ ಬರಬೇಕು. ಬಿಲ್ ಕಲೆಕ್ಟರ್ ಗಳಿಗೆ ಬಡ್ತಿ ನೀಡಬೇಕು. ಜಿಲ್ಲಾ ಪಟ್ಟಿ ಆಡಳಿತಾಧಿಕಾರಿ ಹುದ್ದೆಗೆ ಬಡ್ತಿ ನೀಡಬೇಕು ಹಾಗೂ ಆರೋಗ್ಯ ವಿಮೆ ಜಾರಿಗೊಳಿಸಬೇಕು ಎಂದು ಒತ್ತಾಯಿಸಿದರು. [166, 297, 314, 381]
section-rule [8, 1092, 468, 1094]
subheadline: ಭವಿಷ್ಯ ಮಧ್ಯಂತರ ಚುನಾವಣೆಗೆ ನಾವು ರೆಡಿ, [8, 1114, 169, 1128]
headline: ವಿಜಯನಗರದಲ್ಲಿ ಕರ್ನಾಟಕ ಪ್ರೆಸ್ ಕ್ಲಬ್ ಅಸ್ತಿತ್ವಕ್ಕೆ [552, 36, 864, 60]
byline: ಹೊಸಪೇಟೆ ಟೈಮ್ಸ್ ನ್ಯೂಸ್ [478, 623, 553, 633]
section-rule [706, 1124, 938, 1126]
article-text: ವಿಜಯನಗರ(ಹೊಸಪೇಟೆ): ಕಲಬುರಗಿ ರಂಗಾಯಣದಿಂದ ಒಂದು ವರ್ಷದ ಅವಧಿಗೆ ರಂಗಾಯಣದ ವಿವಿಧ ನಾಟಕಗಳಲ್ಲಿ ಪಾತ್ರ ನಿರ್ವಹಿಸಲು ಹಾಗೂ ರಂಗ ತಂತ್ರಜ್ಞರಾಗಿ ಕಾರ್ಯನಿರ್ವಹಿಸಲು 3 ಜನ ತಂತ್ರಜ್ಞರು ಮತ್ತು 12 ಕಲಾವಿದರ ನೇಮಕಕ್ಕೆ ಅರ್ಜಿ ಆಹ್ವಾನಿಸಲಾಗಿದೆ ಎಂದು ಕಲಬುರಗಿ ರಂಗಾಯಣದ ಆಡಳಿತಾಧಿಕಾರಿ ತಿಳಿಸಿದ್ದಾರೆ. ಕಲಬುರಗಿ ರಂಗಾಯಣದಿಂದ ಗೌರವ ಸಂಭಾವನೆ ಆಧಾರದಲ್ಲಿ 3 ಜನ ತಂತ್ರಜ್ಞರನ್ನು ನೇಮಿಸಿಕೊಳ್ಳಲಾಗುತ್ತಿದೆ. ಸಂಗೀತ, ದ್ವಿನಿ-ಬೆಳಕು, ರಂಗಸಜ್ಜಿಕೆ, ಪ್ರಸಾಧನ ವಿಭಾಗಗಳಲ್ಲಿ ಕನಿಷ್ಟ 10 ವರ್ಷಗಳ ಅನುಭವ ಹೊಂದಿರಬೇಕು. ತಂತ್ರಜ್ಞರಿಗೆ ಮಾಸಿಕ ರೂ.25,000 ನೀಡಲಾಗುವುದು. 12 ಜನ ಕಲಾವಿದರಲ್ಲಿ 6 ಪುರುಷ, 6 ಮಹಿಳಾ ಕಲಾವಿದರನ್ನು ಗೌರವ ಸಂಭಾವನೆ ಆಧಾರದಲ್ಲಿ ನೇಮಿಸಿಕೊಳ್ಳಲಾಗುತ್ತಿದೆ. ಕಲಾವಿದರಿಗೆ ಮಾಸಿಕ ರೂ.18,000 ನೀಡಲಾಗುವುದು. ಅರ್ಜಿ ನಮೂನೆಯನ್ನು ರಂಗಾಯಣದ ವೆಬ್ ಸೈಟ್ [478, 913, 698, 1046]
subheadline: ಜಿಲ್ಲಾಧ್ಯಕ್ಷರಾಗಿ ಪ್ರಕಾಶ್ ಕಾಕುಬಾಳು ಅವಿರೋಧ ಆಯ್ಕೆ [478, 70, 938, 96]
notice-body [713, 1161, 931, 1338]
